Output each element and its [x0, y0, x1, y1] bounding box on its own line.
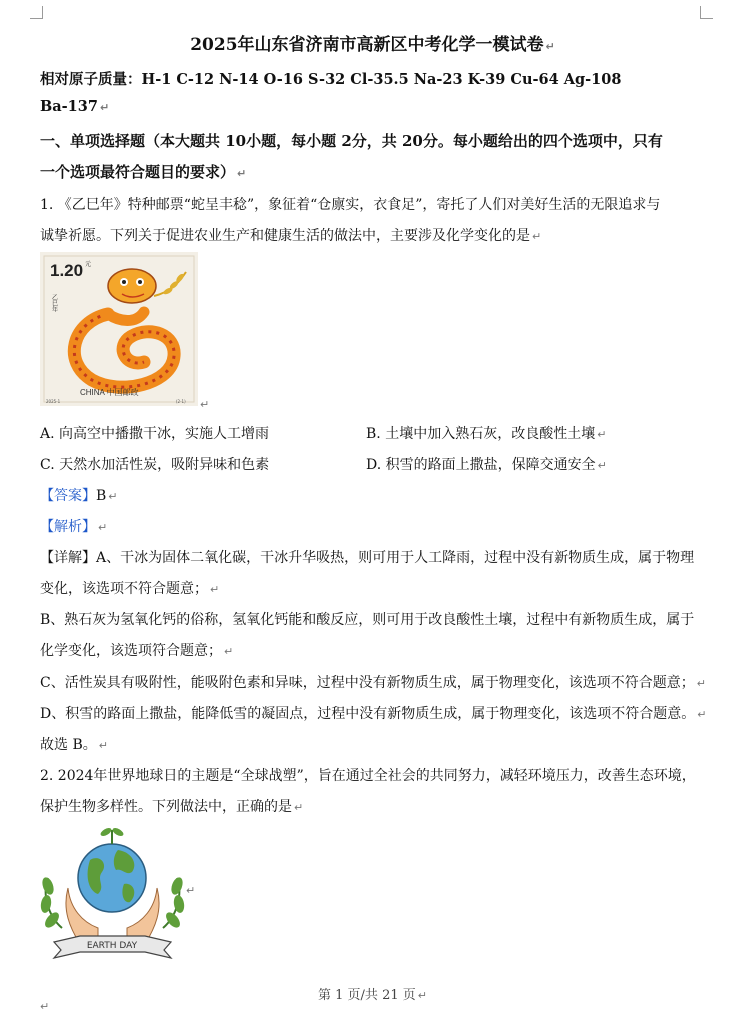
option-a: A. 向高空中播撒干冰，实施人工增雨	[40, 426, 270, 442]
answer-line: 【答案】B ↵	[40, 488, 118, 504]
conclusion: 故选 B。 ↵	[40, 737, 108, 753]
question-2-stem-2: 保护生物多样性。下列做法中，正确的是 ↵	[40, 799, 304, 815]
answer-label: 【答案】	[40, 488, 96, 504]
image-paragraph-mark: ↵	[200, 398, 210, 411]
stamp-name: 乙巳年	[50, 294, 58, 312]
option-d: D. 积雪的路面上撒盐，保障交通安全 ↵	[366, 457, 607, 473]
bottom-paragraph-mark: ↵	[40, 1000, 50, 1013]
earth-day-image	[40, 824, 185, 964]
detail-b: B、熟石灰为氢氧化钙的俗称，氢氧化钙能和酸反应，则可用于改良酸性土壤，过程中有新物质生成，属于	[40, 612, 695, 628]
stamp-code: 2025-1	[46, 399, 61, 404]
detail-a: 【详解】A、干冰为固体二氧化碳，干冰升华吸热，则可用于人工降雨，过程中没有新物质生成，属于物理	[40, 550, 695, 566]
detail-b-2: 化学变化，该选项符合题意； ↵	[40, 643, 234, 659]
page-corner-mark-left	[30, 6, 43, 19]
stamp-unit: 元	[85, 261, 92, 268]
question-2-stem: 2. 2024年世界地球日的主题是“全球战塑”，旨在通过全社会的共同努力，减轻环境压力，改善生态环境，	[40, 768, 696, 784]
earth-day-banner-text: EARTH DAY	[86, 941, 138, 951]
stamp-code-2: (2-1)	[176, 399, 186, 404]
answer-value: B	[96, 488, 107, 504]
stamp-value: 1.20	[50, 261, 84, 280]
detail-label: 【详解】	[40, 550, 96, 566]
document-title: 2025年山东省济南市高新区中考化学一模试卷 ↵	[190, 35, 555, 55]
stamp-country: CHINA 中国邮政	[80, 388, 139, 397]
option-c: C. 天然水加活性炭，吸附异味和色素	[40, 457, 270, 473]
snake-stamp-image	[40, 252, 198, 406]
option-b: B. 土壤中加入熟石灰，改良酸性土壤 ↵	[366, 426, 607, 442]
analysis-label: 【解析】	[40, 519, 96, 535]
section-heading: 一、单项选择题（本大题共 10小题，每小题 2分，共 20分。每小题给出的四个选项中，只有	[40, 132, 663, 150]
detail-c: C、活性炭具有吸附性，能吸附色素和异味，过程中没有新物质生成，属于物理变化，该选项不符合题意； ↵	[40, 675, 706, 691]
detail-a-2: 变化，该选项不符合题意； ↵	[40, 581, 220, 597]
image-paragraph-mark-2: ↵	[186, 884, 196, 897]
page-footer: 第 1 页/共 21 页 ↵	[318, 988, 427, 1003]
page-corner-mark-right	[700, 6, 713, 19]
question-1-stem: 1. 《乙巳年》特种邮票“蛇呈丰稔”，象征着“仓廪实，衣食足”，寄托了人们对美好生活的无限追求与	[40, 197, 661, 213]
atomic-mass-line-2: Ba-137 ↵	[40, 98, 110, 115]
atomic-mass-line: 相对原子质量：H-1 C-12 N-14 O-16 S-32 Cl-35.5 Na-23 K-39 Cu-64 Ag-108	[40, 71, 622, 88]
detail-d: D、积雪的路面上撒盐，能降低雪的凝固点，过程中没有新物质生成，属于物理变化，该选项不符合题意。 ↵	[40, 706, 707, 722]
analysis-line: 【解析】 ↵	[40, 519, 108, 535]
question-1-stem-2: 诚挚祈愿。下列关于促进农业生产和健康生活的做法中，主要涉及化学变化的是 ↵	[40, 228, 542, 244]
section-heading-2: 一个选项最符合题目的要求） ↵	[40, 163, 247, 181]
